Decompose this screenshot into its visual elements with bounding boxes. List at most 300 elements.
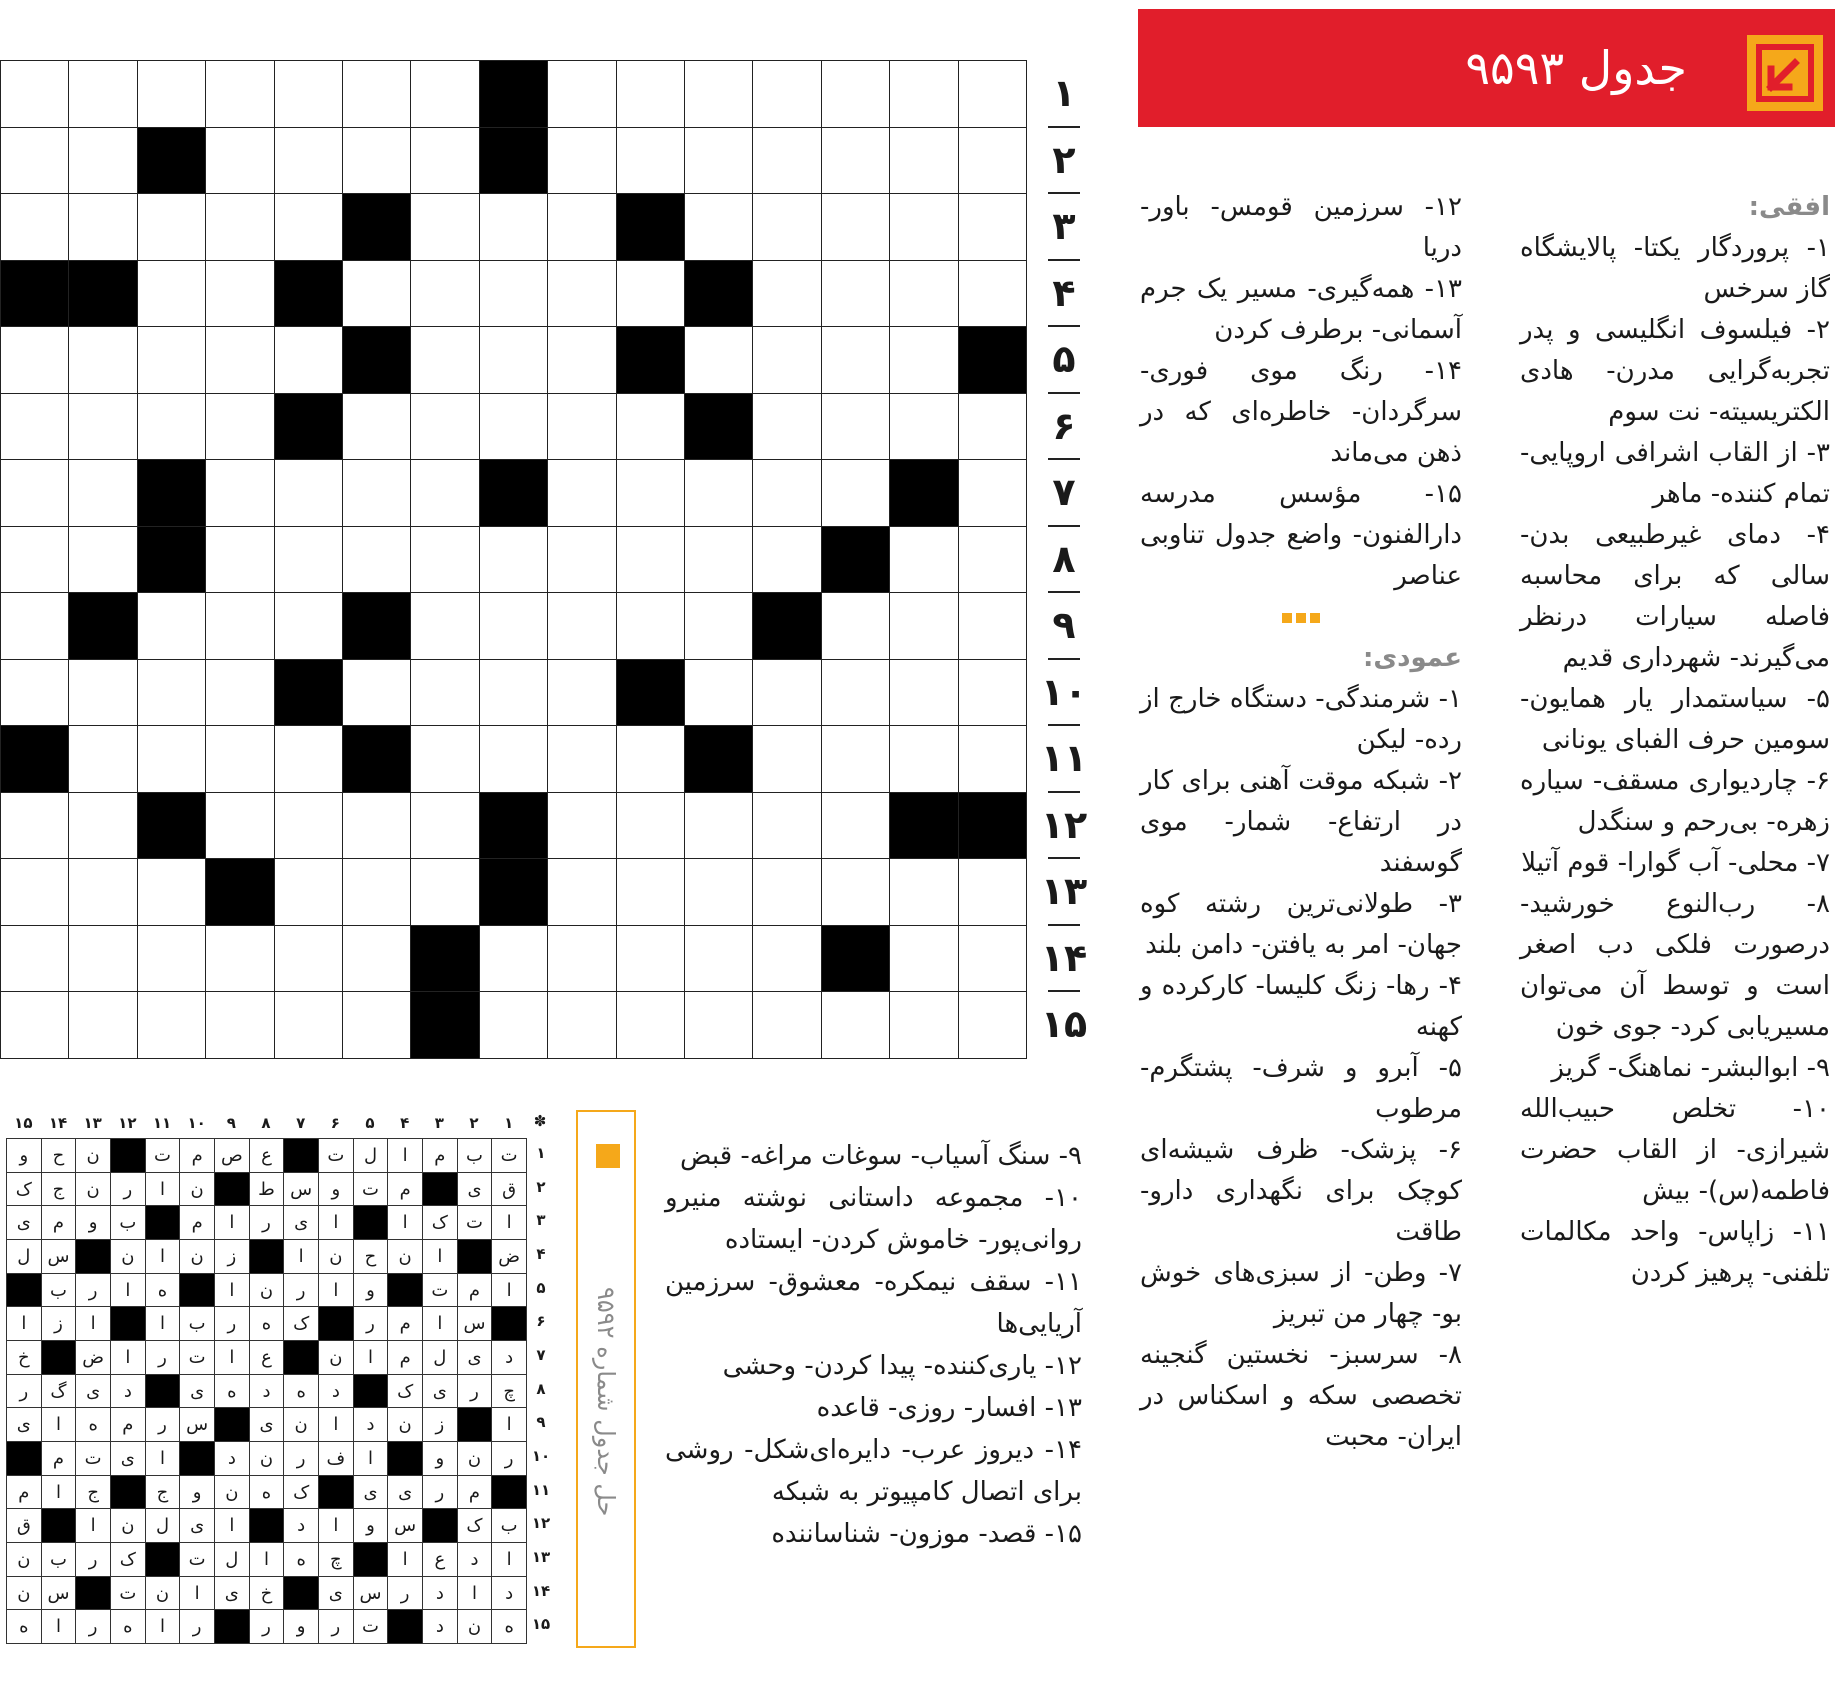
- grid-cell[interactable]: [547, 991, 616, 1059]
- grid-cell[interactable]: [274, 925, 343, 993]
- grid-cell[interactable]: [68, 60, 137, 128]
- grid-cell[interactable]: [752, 858, 821, 926]
- grid-cell[interactable]: [958, 60, 1027, 128]
- solution-cell: ا: [318, 1407, 354, 1442]
- solution-cell: ت: [491, 1138, 527, 1173]
- grid-cell[interactable]: [958, 725, 1027, 793]
- grid-cell[interactable]: [958, 659, 1027, 727]
- grid-cell[interactable]: [889, 858, 958, 926]
- grid-block-cell: [137, 459, 206, 527]
- solution-cell: ر: [422, 1475, 458, 1510]
- solution-col-number: ۳: [434, 1114, 444, 1132]
- grid-cell[interactable]: [342, 659, 411, 727]
- grid-cell[interactable]: [889, 925, 958, 993]
- grid-cell[interactable]: [684, 592, 753, 660]
- grid-cell[interactable]: [0, 659, 69, 727]
- down-clue: ۱۵- قصد- موزون- شناساننده: [771, 1519, 1082, 1549]
- grid-cell[interactable]: [68, 127, 137, 195]
- grid-cell[interactable]: [547, 127, 616, 195]
- grid-block-cell: [479, 858, 548, 926]
- grid-cell[interactable]: [342, 127, 411, 195]
- grid-cell[interactable]: [274, 858, 343, 926]
- across-clue: ۱۰- تخلص حبیب‌الله شیرازی- از القاب حضرت فاطمه(س)- بیش: [1520, 1094, 1830, 1206]
- solution-title-box: [576, 1110, 636, 1648]
- grid-cell[interactable]: [342, 260, 411, 328]
- grid-cell[interactable]: [205, 459, 274, 527]
- grid-block-cell: [479, 127, 548, 195]
- solution-block-cell: [179, 1273, 215, 1308]
- grid-cell[interactable]: [684, 326, 753, 394]
- grid-cell[interactable]: [821, 592, 890, 660]
- solution-block-cell: [110, 1475, 146, 1510]
- grid-cell[interactable]: [410, 659, 479, 727]
- grid-cell[interactable]: [274, 459, 343, 527]
- grid-cell[interactable]: [958, 858, 1027, 926]
- grid-cell[interactable]: [616, 60, 685, 128]
- grid-cell[interactable]: [0, 127, 69, 195]
- grid-cell[interactable]: [479, 526, 548, 594]
- grid-cell[interactable]: [410, 792, 479, 860]
- grid-cell[interactable]: [205, 60, 274, 128]
- grid-cell[interactable]: [274, 326, 343, 394]
- grid-cell[interactable]: [616, 526, 685, 594]
- solution-cell: ت: [110, 1576, 146, 1611]
- grid-cell[interactable]: [342, 526, 411, 594]
- grid-cell[interactable]: [821, 60, 890, 128]
- grid-cell[interactable]: [274, 725, 343, 793]
- grid-cell[interactable]: [821, 326, 890, 394]
- grid-cell[interactable]: [684, 193, 753, 261]
- grid-block-cell: [684, 260, 753, 328]
- grid-cell[interactable]: [547, 260, 616, 328]
- grid-cell[interactable]: [616, 459, 685, 527]
- solution-cell: د: [110, 1374, 146, 1409]
- solution-cell: ن: [6, 1576, 42, 1611]
- grid-cell[interactable]: [616, 393, 685, 461]
- grid-cell[interactable]: [684, 925, 753, 993]
- grid-cell[interactable]: [410, 260, 479, 328]
- grid-cell[interactable]: [616, 792, 685, 860]
- grid-cell[interactable]: [205, 526, 274, 594]
- grid-cell[interactable]: [889, 260, 958, 328]
- grid-cell[interactable]: [889, 326, 958, 394]
- grid-cell[interactable]: [0, 193, 69, 261]
- grid-cell[interactable]: [821, 459, 890, 527]
- solution-cell: ی: [179, 1508, 215, 1543]
- solution-cell: ا: [145, 1609, 181, 1644]
- grid-cell[interactable]: [410, 858, 479, 926]
- solution-cell: د: [422, 1609, 458, 1644]
- grid-cell[interactable]: [342, 991, 411, 1059]
- solution-cell: د: [283, 1508, 319, 1543]
- solution-cell: ن: [110, 1239, 146, 1274]
- grid-cell[interactable]: [342, 925, 411, 993]
- solution-cell: ن: [145, 1576, 181, 1611]
- grid-cell[interactable]: [958, 925, 1027, 993]
- grid-cell[interactable]: [68, 326, 137, 394]
- solution-cell: ن: [387, 1239, 423, 1274]
- grid-cell[interactable]: [410, 459, 479, 527]
- grid-cell[interactable]: [547, 193, 616, 261]
- solution-cell: م: [422, 1138, 458, 1173]
- grid-cell[interactable]: [616, 592, 685, 660]
- solution-cell: ح: [41, 1138, 77, 1173]
- solution-cell: و: [318, 1172, 354, 1207]
- grid-cell[interactable]: [342, 459, 411, 527]
- grid-cell[interactable]: [958, 393, 1027, 461]
- grid-cell[interactable]: [821, 659, 890, 727]
- grid-cell[interactable]: [821, 858, 890, 926]
- grid-cell[interactable]: [752, 991, 821, 1059]
- grid-cell[interactable]: [205, 725, 274, 793]
- grid-block-cell: [342, 193, 411, 261]
- grid-block-cell: [0, 260, 69, 328]
- solution-cell: ز: [214, 1239, 250, 1274]
- grid-cell[interactable]: [205, 326, 274, 394]
- solution-cell: ی: [353, 1475, 389, 1510]
- grid-cell[interactable]: [889, 659, 958, 727]
- grid-cell[interactable]: [410, 127, 479, 195]
- grid-cell[interactable]: [479, 592, 548, 660]
- grid-block-cell: [958, 792, 1027, 860]
- solution-cell: ر: [283, 1273, 319, 1308]
- row-divider: [1048, 724, 1080, 726]
- grid-cell[interactable]: [821, 260, 890, 328]
- grid-cell[interactable]: [410, 592, 479, 660]
- row-divider: [1048, 857, 1080, 859]
- grid-cell[interactable]: [958, 991, 1027, 1059]
- grid-cell[interactable]: [205, 127, 274, 195]
- grid-cell[interactable]: [616, 858, 685, 926]
- grid-block-cell: [137, 526, 206, 594]
- row-number: ۹: [1052, 603, 1076, 648]
- solution-cell: ق: [491, 1172, 527, 1207]
- grid-cell[interactable]: [684, 127, 753, 195]
- solution-cell: ا: [145, 1239, 181, 1274]
- grid-cell[interactable]: [958, 459, 1027, 527]
- grid-cell[interactable]: [0, 60, 69, 128]
- grid-cell[interactable]: [684, 659, 753, 727]
- grid-block-cell: [684, 725, 753, 793]
- solution-cell: خ: [249, 1576, 285, 1611]
- solution-row-number: ۴: [536, 1245, 546, 1263]
- grid-cell[interactable]: [479, 326, 548, 394]
- across-clue: ۱۴- رنگ موی فوری- سرگردان- خاطره‌ای که در ذهن می‌ماند: [1140, 356, 1462, 468]
- grid-cell[interactable]: [889, 393, 958, 461]
- grid-cell[interactable]: [68, 925, 137, 993]
- grid-cell[interactable]: [137, 260, 206, 328]
- grid-cell[interactable]: [68, 725, 137, 793]
- grid-cell[interactable]: [547, 526, 616, 594]
- grid-cell[interactable]: [479, 393, 548, 461]
- grid-cell[interactable]: [752, 127, 821, 195]
- grid-cell[interactable]: [0, 925, 69, 993]
- grid-cell[interactable]: [205, 193, 274, 261]
- grid-cell[interactable]: [684, 526, 753, 594]
- solution-cell: ا: [318, 1508, 354, 1543]
- grid-cell[interactable]: [684, 459, 753, 527]
- grid-cell[interactable]: [889, 991, 958, 1059]
- across-clue: ۹- ابوالبشر- نماهنگ- گریز: [1551, 1053, 1830, 1083]
- solution-cell: ر: [353, 1306, 389, 1341]
- grid-cell[interactable]: [889, 725, 958, 793]
- across-heading: افقی:: [1748, 192, 1830, 222]
- solution-block-cell: [457, 1239, 493, 1274]
- solution-corner-mark: ✽: [533, 1112, 547, 1130]
- grid-cell[interactable]: [616, 260, 685, 328]
- solution-block-cell: [422, 1508, 458, 1543]
- grid-cell[interactable]: [68, 792, 137, 860]
- grid-block-cell: [274, 393, 343, 461]
- grid-cell[interactable]: [68, 393, 137, 461]
- grid-cell[interactable]: [137, 659, 206, 727]
- grid-cell[interactable]: [752, 526, 821, 594]
- solution-cell: ا: [491, 1407, 527, 1442]
- solution-cell: ض: [75, 1340, 111, 1375]
- grid-cell[interactable]: [958, 193, 1027, 261]
- solution-row-number: ۲: [536, 1177, 546, 1196]
- grid-cell[interactable]: [410, 326, 479, 394]
- grid-cell[interactable]: [684, 991, 753, 1059]
- row-divider: [1048, 126, 1080, 128]
- solution-cell: ا: [75, 1508, 111, 1543]
- grid-cell[interactable]: [889, 526, 958, 594]
- grid-block-cell: [616, 659, 685, 727]
- solution-cell: ز: [41, 1306, 77, 1341]
- grid-cell[interactable]: [274, 792, 343, 860]
- solution-cell: ن: [249, 1441, 285, 1476]
- grid-cell[interactable]: [274, 592, 343, 660]
- row-number: ۶: [1052, 403, 1076, 448]
- solution-cell: م: [387, 1172, 423, 1207]
- solution-cell: ا: [491, 1273, 527, 1308]
- solution-block-cell: [249, 1239, 285, 1274]
- grid-cell[interactable]: [410, 60, 479, 128]
- grid-cell[interactable]: [410, 725, 479, 793]
- solution-cell: م: [41, 1205, 77, 1240]
- grid-cell[interactable]: [137, 592, 206, 660]
- row-number: ۱۴: [1040, 935, 1088, 980]
- solution-cell: ک: [387, 1374, 423, 1409]
- down-clue: ۷- وطن- از سبزی‌های خوش بو- چهار من تبریز: [1140, 1258, 1462, 1329]
- grid-cell[interactable]: [410, 526, 479, 594]
- solution-cell: د: [249, 1374, 285, 1409]
- grid-cell[interactable]: [958, 127, 1027, 195]
- grid-cell[interactable]: [752, 193, 821, 261]
- grid-cell[interactable]: [137, 725, 206, 793]
- grid-cell[interactable]: [0, 526, 69, 594]
- solution-cell: ه: [110, 1609, 146, 1644]
- grid-cell[interactable]: [752, 925, 821, 993]
- grid-cell[interactable]: [821, 193, 890, 261]
- grid-cell[interactable]: [616, 925, 685, 993]
- solution-cell: م: [179, 1205, 215, 1240]
- grid-cell[interactable]: [821, 991, 890, 1059]
- grid-cell[interactable]: [547, 925, 616, 993]
- grid-cell[interactable]: [752, 326, 821, 394]
- grid-cell[interactable]: [0, 459, 69, 527]
- grid-cell[interactable]: [616, 725, 685, 793]
- grid-cell[interactable]: [821, 127, 890, 195]
- down-clue: ۲- شبکه موقت آهنی برای کار در ارتفاع- شمار- موی گوسفند: [1140, 766, 1462, 878]
- grid-cell[interactable]: [68, 193, 137, 261]
- grid-cell[interactable]: [547, 459, 616, 527]
- grid-cell[interactable]: [68, 858, 137, 926]
- grid-cell[interactable]: [137, 193, 206, 261]
- grid-cell[interactable]: [547, 858, 616, 926]
- grid-cell[interactable]: [68, 991, 137, 1059]
- solution-cell: ب: [41, 1542, 77, 1577]
- grid-cell[interactable]: [821, 393, 890, 461]
- grid-cell[interactable]: [752, 60, 821, 128]
- row-divider: [1048, 791, 1080, 793]
- across-clue: ۳- از القاب اشرافی اروپایی- تمام کننده- ماهر: [1520, 438, 1830, 509]
- row-divider: [1048, 192, 1080, 194]
- grid-cell[interactable]: [821, 792, 890, 860]
- grid-cell[interactable]: [752, 659, 821, 727]
- solution-cell: ا: [318, 1205, 354, 1240]
- solution-col-number: ۶: [330, 1114, 340, 1132]
- solution-cell: د: [457, 1542, 493, 1577]
- solution-cell: ک: [283, 1306, 319, 1341]
- grid-cell[interactable]: [752, 792, 821, 860]
- across-clue: ۷- محلی- آب گوارا- قوم آتیلا: [1521, 848, 1830, 878]
- grid-cell[interactable]: [547, 659, 616, 727]
- row-number: ۱: [1052, 71, 1076, 115]
- grid-cell[interactable]: [137, 858, 206, 926]
- grid-cell[interactable]: [0, 792, 69, 860]
- row-number: ۱۲: [1040, 802, 1088, 847]
- grid-cell[interactable]: [479, 725, 548, 793]
- grid-cell[interactable]: [547, 60, 616, 128]
- solution-cell: ل: [145, 1508, 181, 1543]
- grid-cell[interactable]: [0, 991, 69, 1059]
- grid-cell[interactable]: [752, 725, 821, 793]
- grid-row-numbers: [1040, 60, 1088, 1058]
- grid-cell[interactable]: [684, 858, 753, 926]
- grid-cell[interactable]: [889, 60, 958, 128]
- grid-cell[interactable]: [547, 393, 616, 461]
- grid-cell[interactable]: [0, 592, 69, 660]
- grid-cell[interactable]: [274, 193, 343, 261]
- grid-cell[interactable]: [137, 60, 206, 128]
- solution-col-number: ۱۲: [118, 1114, 137, 1132]
- grid-cell[interactable]: [958, 526, 1027, 594]
- grid-cell[interactable]: [616, 127, 685, 195]
- grid-cell[interactable]: [0, 858, 69, 926]
- solution-cell: ه: [6, 1609, 42, 1644]
- clues-column-2: [1140, 187, 1462, 1458]
- grid-cell[interactable]: [889, 193, 958, 261]
- grid-cell[interactable]: [274, 526, 343, 594]
- solution-cell: چ: [318, 1542, 354, 1577]
- grid-cell[interactable]: [616, 991, 685, 1059]
- grid-cell[interactable]: [205, 792, 274, 860]
- grid-cell[interactable]: [137, 326, 206, 394]
- down-clue: ۶- پزشک- ظرف شیشه‌ای کوچک برای نگهداری دارو- طاقت: [1140, 1135, 1462, 1247]
- grid-cell[interactable]: [68, 526, 137, 594]
- grid-cell[interactable]: [479, 260, 548, 328]
- grid-cell[interactable]: [479, 193, 548, 261]
- grid-cell[interactable]: [547, 326, 616, 394]
- grid-cell[interactable]: [0, 393, 69, 461]
- grid-cell[interactable]: [274, 60, 343, 128]
- solution-cell: و: [422, 1441, 458, 1476]
- grid-cell[interactable]: [205, 925, 274, 993]
- grid-cell[interactable]: [684, 60, 753, 128]
- grid-cell[interactable]: [205, 260, 274, 328]
- grid-cell[interactable]: [342, 393, 411, 461]
- solution-cell: ت: [353, 1172, 389, 1207]
- solution-cell: ا: [318, 1273, 354, 1308]
- solution-block-cell: [318, 1475, 354, 1510]
- grid-cell[interactable]: [68, 659, 137, 727]
- solution-col-number: ۴: [400, 1114, 410, 1132]
- grid-cell[interactable]: [205, 659, 274, 727]
- grid-cell[interactable]: [342, 60, 411, 128]
- grid-cell[interactable]: [958, 592, 1027, 660]
- solution-cell: ر: [457, 1374, 493, 1409]
- grid-cell[interactable]: [479, 925, 548, 993]
- grid-cell[interactable]: [137, 991, 206, 1059]
- solution-block-cell: [387, 1441, 423, 1476]
- grid-cell[interactable]: [137, 925, 206, 993]
- grid-cell[interactable]: [274, 127, 343, 195]
- row-divider: [1048, 525, 1080, 527]
- solution-row-number: ۱۴: [531, 1581, 551, 1600]
- solution-block-cell: [6, 1441, 42, 1476]
- grid-cell[interactable]: [821, 725, 890, 793]
- grid-cell[interactable]: [958, 260, 1027, 328]
- row-number: ۵: [1052, 337, 1076, 382]
- grid-cell[interactable]: [410, 393, 479, 461]
- grid-cell[interactable]: [342, 858, 411, 926]
- grid-cell[interactable]: [205, 991, 274, 1059]
- grid-cell[interactable]: [274, 991, 343, 1059]
- solution-block-cell: [422, 1172, 458, 1207]
- grid-cell[interactable]: [137, 393, 206, 461]
- grid-cell[interactable]: [752, 260, 821, 328]
- grid-cell[interactable]: [479, 991, 548, 1059]
- grid-cell[interactable]: [889, 127, 958, 195]
- grid-cell[interactable]: [68, 459, 137, 527]
- solution-cell: م: [457, 1475, 493, 1510]
- row-number: ۳: [1052, 204, 1076, 249]
- solution-cell: م: [387, 1306, 423, 1341]
- grid-cell[interactable]: [547, 725, 616, 793]
- solution-cell: ه: [214, 1374, 250, 1409]
- grid-cell[interactable]: [479, 659, 548, 727]
- grid-cell[interactable]: [752, 459, 821, 527]
- grid-cell[interactable]: [0, 326, 69, 394]
- grid-cell[interactable]: [547, 792, 616, 860]
- grid-cell[interactable]: [684, 792, 753, 860]
- grid-cell[interactable]: [205, 393, 274, 461]
- grid-cell[interactable]: [547, 592, 616, 660]
- solution-cell: ر: [387, 1576, 423, 1611]
- solution-block-cell: [387, 1273, 423, 1308]
- solution-cell: ن: [457, 1609, 493, 1644]
- grid-cell[interactable]: [752, 393, 821, 461]
- solution-cell: ی: [110, 1441, 146, 1476]
- grid-cell[interactable]: [410, 193, 479, 261]
- solution-cell: ط: [249, 1172, 285, 1207]
- grid-cell[interactable]: [205, 592, 274, 660]
- grid-cell[interactable]: [889, 592, 958, 660]
- solution-cell: ر: [179, 1609, 215, 1644]
- grid-block-cell: [137, 792, 206, 860]
- grid-cell[interactable]: [342, 792, 411, 860]
